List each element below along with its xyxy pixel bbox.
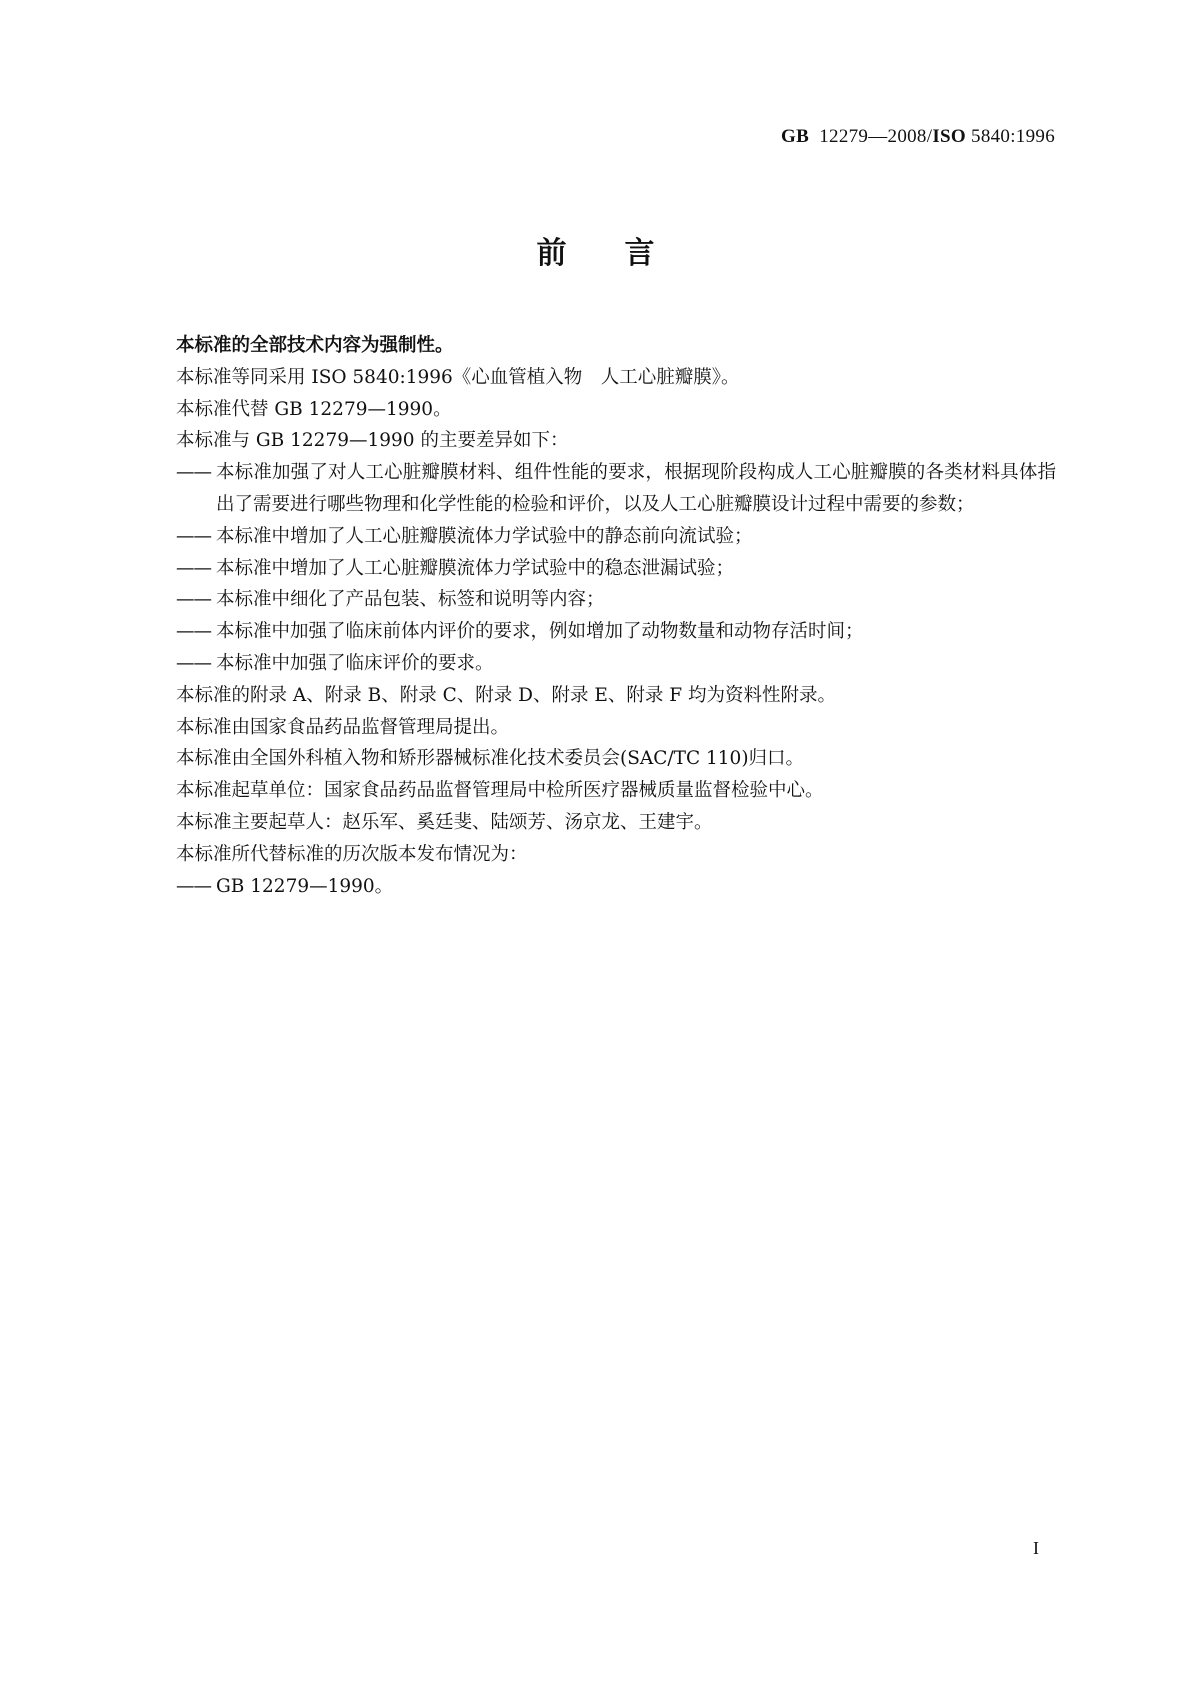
history-item	[176, 871, 1056, 903]
foreword-body	[176, 330, 1056, 902]
history-intro: 本标准所代替标准的历次版本发布情况为：	[176, 843, 528, 865]
std-number-main: 12279—2008/	[819, 126, 933, 147]
list-dash: ——	[176, 621, 211, 643]
difference-item	[176, 553, 1056, 585]
mandatory-statement: 本标准的全部技术内容为强制性。	[176, 335, 454, 356]
drafters-statement: 本标准主要起草人：赵乐军、奚廷斐、陆颂芳、汤京龙、王建宇。	[176, 811, 713, 833]
difference-item	[176, 521, 1056, 553]
list-dash: ——	[176, 652, 211, 674]
list-dash: ——	[176, 462, 211, 484]
list-dash: ——	[176, 525, 211, 547]
difference-text: 本标准加强了对人工心脏瓣膜材料、组件性能的要求，根据现阶段构成人工心脏瓣膜的各类材料具体指出了需要进行哪些物理和化学性能的检验和评价，以及人工心脏瓣膜设计过程中需要的参数；	[216, 462, 1056, 515]
list-dash: ——	[176, 557, 211, 579]
difference-text: 本标准中加强了临床前体内评价的要求，例如增加了动物数量和动物存活时间；	[216, 621, 864, 643]
history-text: GB 12279—1990。	[216, 875, 394, 897]
difference-item	[176, 584, 1056, 616]
difference-item	[176, 616, 1056, 648]
page-title: 前言	[536, 236, 713, 271]
adoption-statement: 本标准等同采用 ISO 5840:1996《心血管植入物 人工心脏瓣膜》。	[176, 366, 740, 388]
committee-statement: 本标准由全国外科植入物和矫形器械标准化技术委员会(SAC/TC 110)归口。	[176, 748, 805, 770]
difference-text: 本标准中加强了临床评价的要求。	[216, 652, 494, 674]
standard-number	[781, 126, 1055, 148]
difference-item	[176, 648, 1056, 680]
page-number: I	[1033, 1538, 1039, 1558]
std-iso-prefix: ISO	[932, 126, 966, 147]
difference-item	[176, 457, 1056, 521]
annex-statement: 本标准的附录 A、附录 B、附录 C、附录 D、附录 E、附录 F 均为资料性附录。	[176, 684, 836, 706]
difference-text: 本标准中增加了人工心脏瓣膜流体力学试验中的稳态泄漏试验；	[216, 557, 735, 579]
list-dash: ——	[176, 875, 211, 897]
std-iso-number: 5840:1996	[971, 126, 1055, 147]
difference-text: 本标准中增加了人工心脏瓣膜流体力学试验中的静态前向流试验；	[216, 525, 753, 547]
drafting-unit-statement: 本标准起草单位：国家食品药品监督管理局中检所医疗器械质量监督检验中心。	[176, 780, 824, 802]
replacement-statement: 本标准代替 GB 12279—1990。	[176, 398, 452, 420]
std-prefix: GB	[781, 126, 810, 147]
difference-text: 本标准中细化了产品包装、标签和说明等内容；	[216, 589, 605, 611]
list-dash: ——	[176, 589, 211, 611]
proposer-statement: 本标准由国家食品药品监督管理局提出。	[176, 716, 510, 738]
differences-intro: 本标准与 GB 12279—1990 的主要差异如下：	[176, 430, 569, 452]
